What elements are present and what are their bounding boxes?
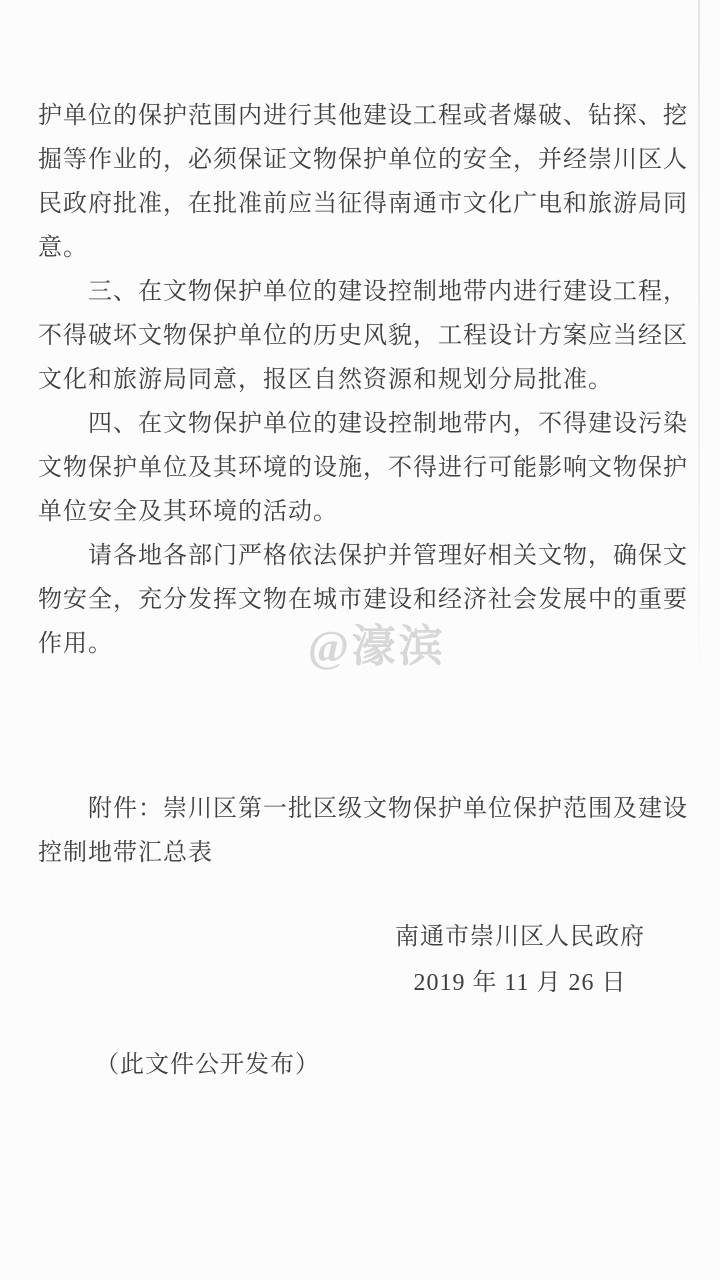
signature-date: 2019 年 11 月 26 日: [413, 970, 627, 996]
document-line: 不得破坏文物保护单位的历史风貌，工程设计方案应当经区: [38, 323, 688, 349]
document-line: 文物保护单位及其环境的设施，不得进行可能影响文物保护: [38, 455, 688, 481]
attachment-section: [38, 787, 690, 875]
photo-watermark: @濠滨: [308, 622, 446, 671]
document-body: [38, 94, 690, 666]
document-line: 三、在文物保护单位的建设控制地带内进行建设工程，: [88, 279, 688, 305]
document-line: 民政府批准，在批准前应当征得南通市文化广电和旅游局同: [38, 191, 688, 217]
document-line: 附件：崇川区第一批区级文物保护单位保护范围及建设: [88, 796, 688, 822]
document-line: 单位安全及其环境的活动。: [38, 499, 338, 525]
document-line: 护单位的保护范围内进行其他建设工程或者爆破、钻探、挖: [38, 103, 688, 129]
document-line: 文化和旅游局同意，报区自然资源和规划分局批准。: [38, 367, 613, 393]
page-edge-seam: [698, 0, 700, 690]
document-line: 控制地带汇总表: [38, 840, 213, 866]
document-line: 请各地各部门严格依法保护并管理好相关文物，确保文: [88, 543, 688, 569]
signature-block: [395, 914, 645, 1006]
signature-organization: 南通市崇川区人民政府: [395, 924, 645, 950]
document-line: 意。: [38, 235, 88, 261]
document-line: 四、在文物保护单位的建设控制地带内，不得建设污染: [88, 411, 688, 437]
document-line: 物安全，充分发挥文物在城市建设和经济社会发展中的重要: [38, 587, 688, 613]
document-line: 掘等作业的，必须保证文物保护单位的安全，并经崇川区人: [38, 147, 688, 173]
document-line: 作用。: [38, 631, 113, 657]
public-release-note: （此文件公开发布）: [95, 1052, 320, 1078]
